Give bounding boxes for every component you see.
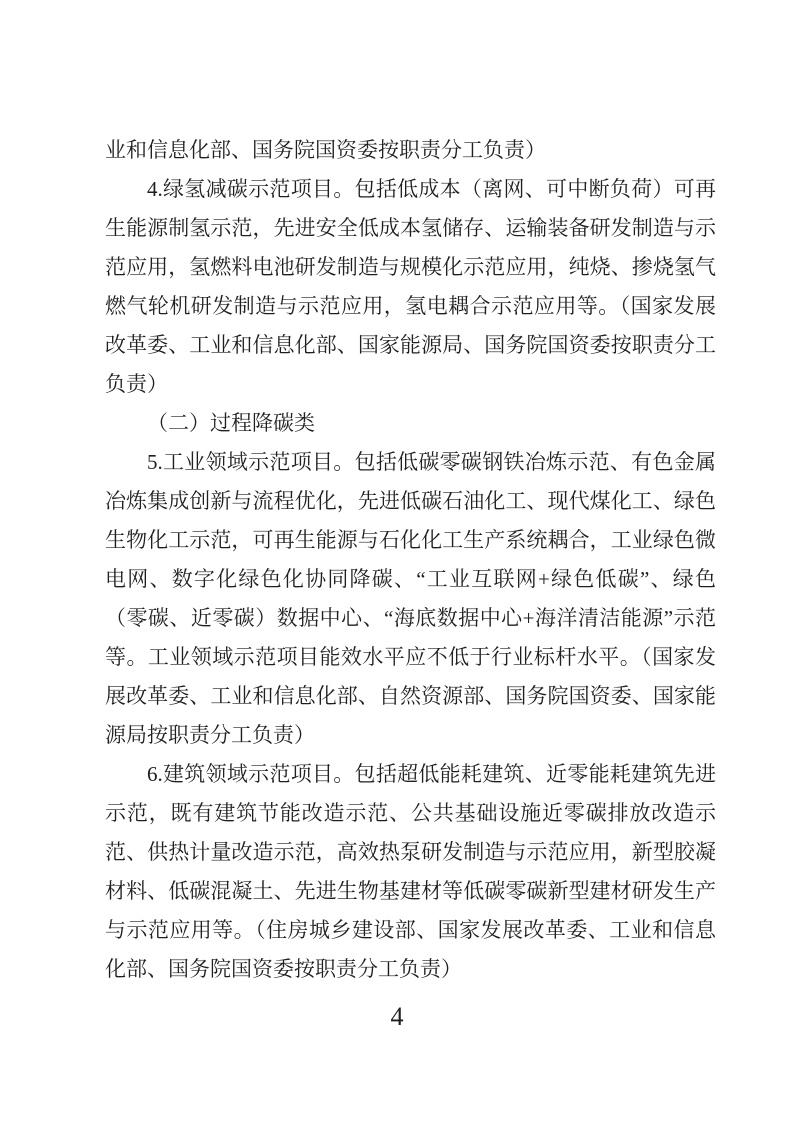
section-heading-process-decarbonization: （二）过程降碳类 <box>147 411 315 435</box>
page-body-text <box>105 131 716 989</box>
page-number: 4 <box>390 1002 404 1031</box>
paragraph-item6-building-demo: 6.建筑领域示范项目。包括超低能耗建筑、近零能耗建筑先进示范，既有建筑节能改造示范、公共基础设施近零碳排放改造示范、供热计量改造示范，高效热泵研发制造与示范应用，新型胶凝材料、低碳混凝土、先进生物基建材等低碳零碳新型建材研发生产与示范应用等。（住房城乡建设部、国家发展改革委、工业和信息化部、国务院国资委按职责分工负责） <box>105 762 716 981</box>
paragraph-item5-industrial-demo: 5.工业领域示范项目。包括低碳零碳钢铁冶炼示范、有色金属冶炼集成创新与流程优化，先进低碳石油化工、现代煤化工、绿色生物化工示范，可再生能源与石化化工生产系统耦合，工业绿色微电网、数字化绿色化协同降碳、“工业互联网+绿色低碳”、绿色（零碳、近零碳）数据中心、“海底数据中心+海洋清洁能源”示范等。工业领域示范项目能效水平应不低于行业标杆水平。（国家发展改革委、工业和信息化部、自然资源部、国务院国资委、国家能源局按职责分工负责） <box>105 450 716 747</box>
paragraph-continuation: 业和信息化部、国务院国资委按职责分工负责） <box>105 138 546 162</box>
paragraph-item4-green-hydrogen-demo: 4.绿氢减碳示范项目。包括低成本（离网、可中断负荷）可再生能源制氢示范，先进安全低成本氢储存、运输装备研发制造与示范应用，氢燃料电池研发制造与规模化示范应用，纯烧、掺烧氢气燃气轮机研发制造与示范应用，氢电耦合示范应用等。（国家发展改革委、工业和信息化部、国家能源局、国务院国资委按职责分工负责） <box>105 177 716 396</box>
